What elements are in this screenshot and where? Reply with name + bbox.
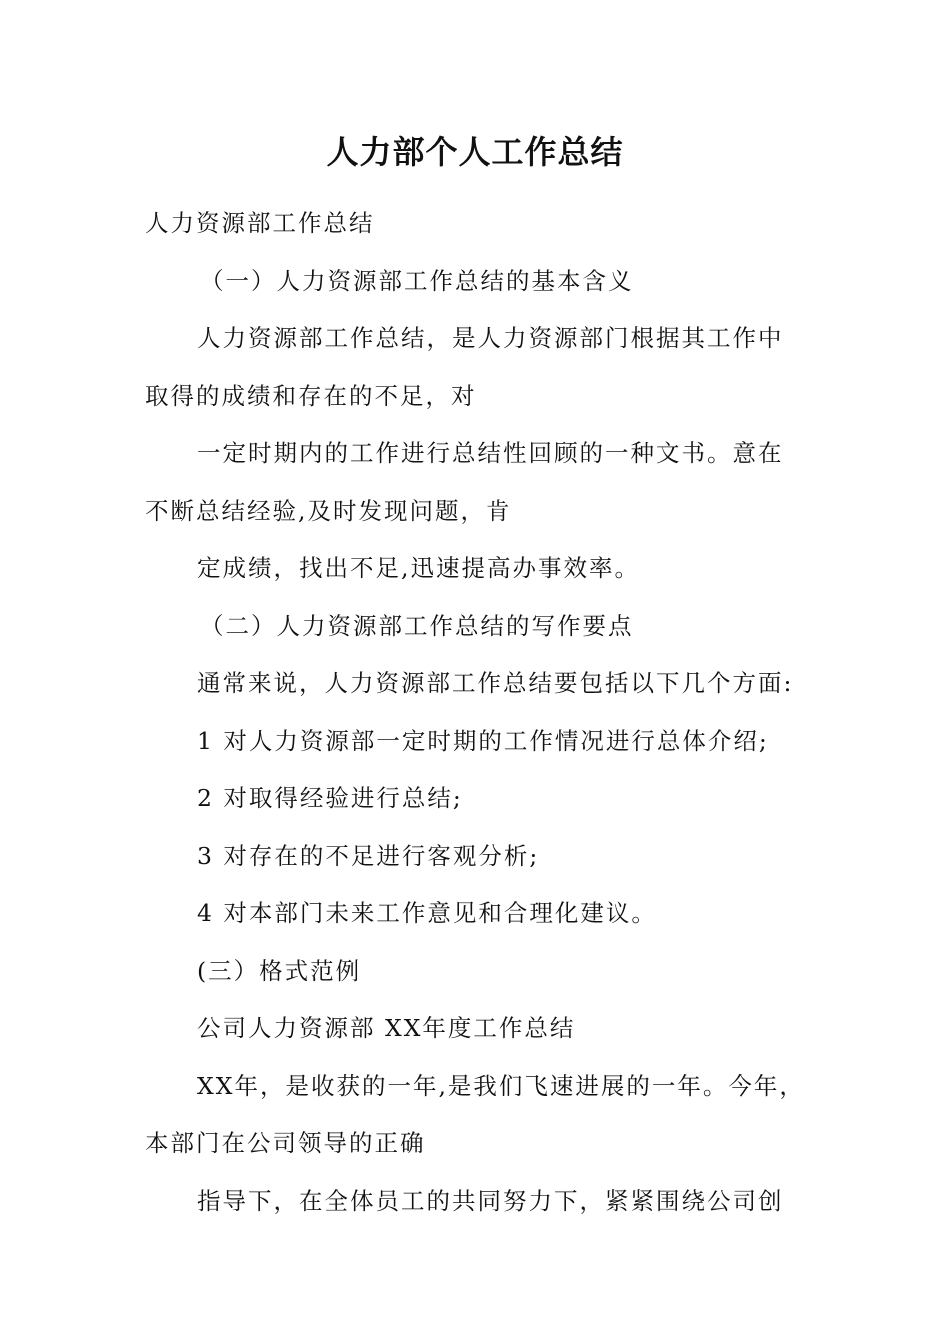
list-item: 2 对取得经验进行总结;	[197, 784, 463, 812]
paragraph-line: 人力资源部工作总结，是人力资源部门根据其工作中	[197, 324, 784, 352]
example-title: 公司人力资源部 XX年度工作总结	[197, 1014, 576, 1042]
section-heading: 人力资源部工作总结	[145, 209, 375, 237]
paragraph-line: 指导下，在全体员工的共同努力下，紧紧围绕公司创	[197, 1186, 784, 1215]
paragraph-line: 通常来说，人力资源部工作总结要包括以下几个方面:	[197, 669, 794, 697]
list-item: 3 对存在的不足进行客观分析;	[197, 841, 540, 870]
document-body	[145, 198, 810, 1233]
paragraph-line: 不断总结经验,及时发现问题，肯	[145, 496, 512, 525]
paragraph-line: 取得的成绩和存在的不足，对	[145, 381, 477, 410]
paragraph-line: 定成绩，找出不足,迅速提高办事效率。	[197, 554, 640, 582]
subsection-heading: (三）格式范例	[197, 956, 362, 985]
list-item: 1 对人力资源部一定时期的工作情况进行总体介绍;	[197, 726, 769, 755]
paragraph-line: 一定时期内的工作进行总结性回顾的一种文书。意在	[197, 439, 784, 467]
subsection-heading: （一）人力资源部工作总结的基本含义	[200, 266, 634, 295]
paragraph-line: 本部门在公司领导的正确	[145, 1129, 426, 1157]
subsection-heading: （二）人力资源部工作总结的写作要点	[200, 611, 634, 640]
list-item: 4 对本部门未来工作意见和合理化建议。	[197, 899, 657, 927]
document-title: 人力部个人工作总结	[326, 133, 624, 171]
paragraph-line: XX年，是收获的一年,是我们飞速进展的一年。今年，	[197, 1071, 805, 1100]
